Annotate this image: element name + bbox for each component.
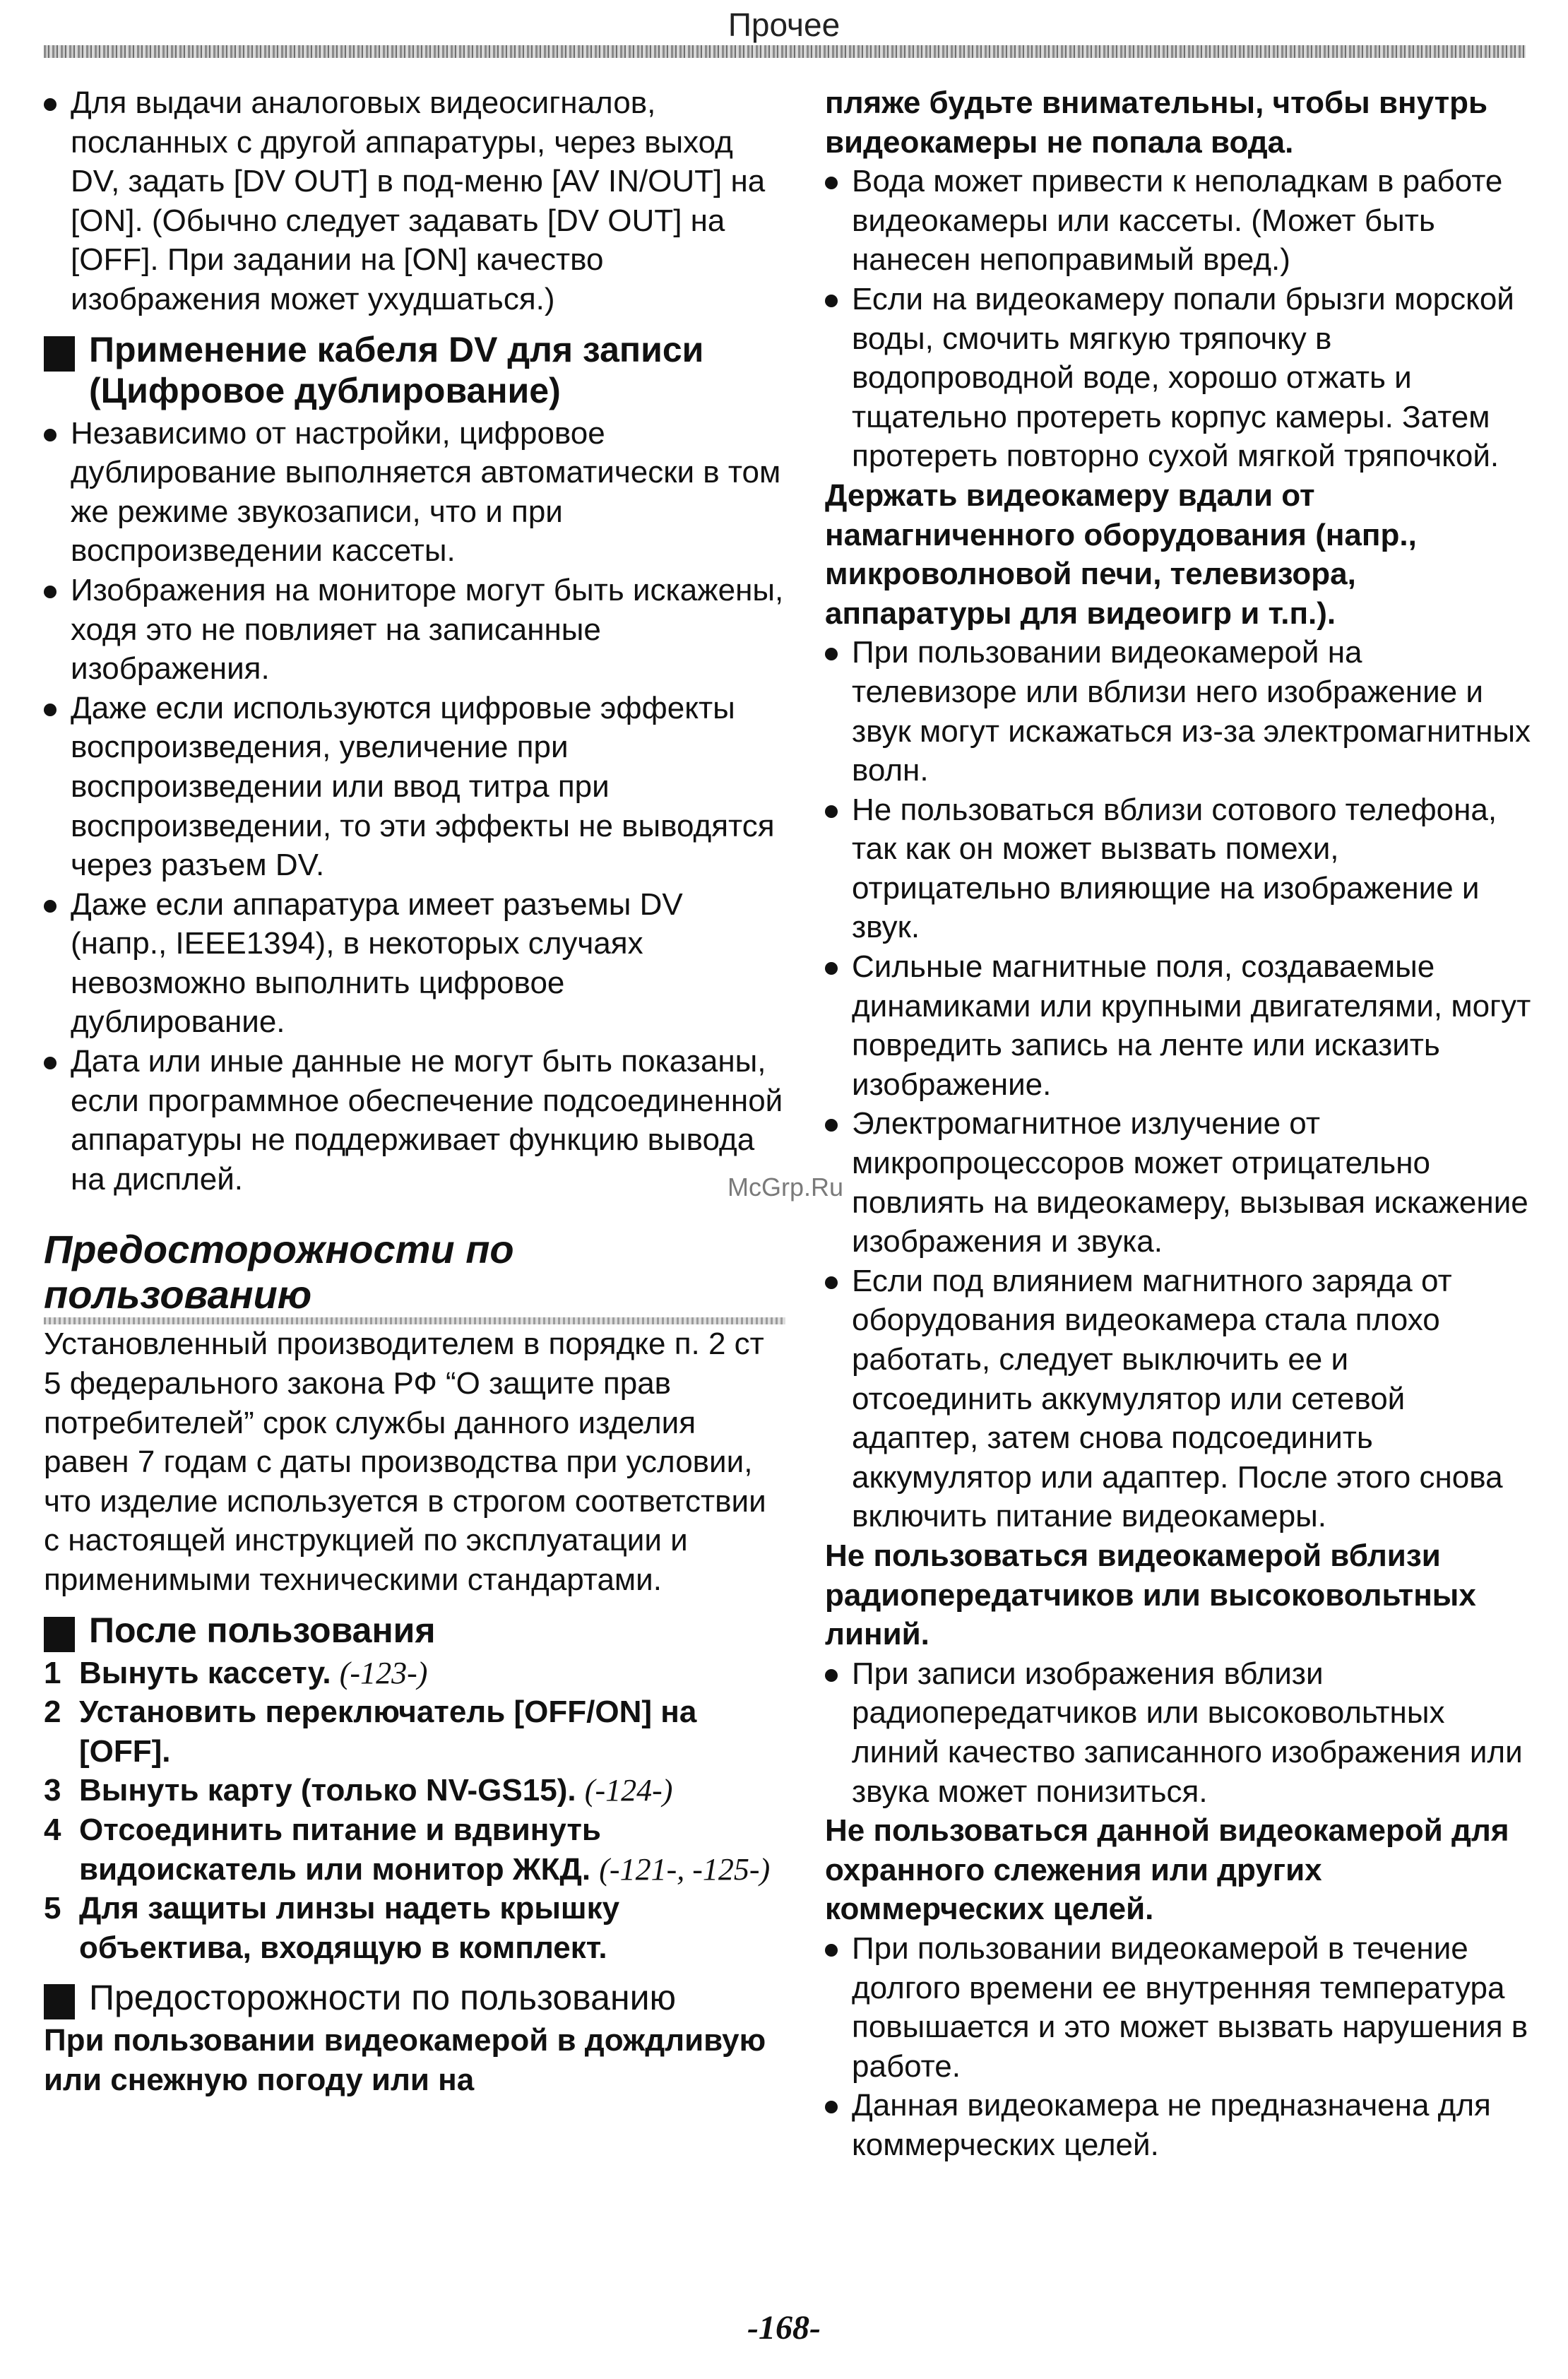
bullet-dot-icon (44, 704, 57, 716)
page-reference: (-124-) (584, 1773, 673, 1808)
bullet-item: Если на видеокамеру попали брызги морской воды, смочить мягкую тряпочку в водопроводной воде, хорошо отжать и тщательно протереть корпус камеры. Затем протереть повторно сухой мягкой тряпочкой. (825, 280, 1531, 476)
magnetic-warning-heading: Держать видеокамеру вдали от намагниченного оборудования (напр., микроволновой печи, телевизора, аппаратуры для видеоигр и т.п.). (825, 477, 1417, 631)
after-use-heading: После пользования (44, 1610, 785, 1651)
bullet-item: Изображения на мониторе могут быть искажены, ходя это не повлияет на записанные изображения. (44, 571, 785, 689)
bullet-item: Не пользоваться вблизи сотового телефона, так как он может вызвать помехи, отрицательно влияющие на изображение и звук. (825, 790, 1531, 947)
square-marker-icon (44, 1617, 75, 1652)
bullet-item: Даже если используются цифровые эффекты воспроизведения, увеличение при воспроизведении или ввод титра при воспроизведении, то эти эффекты не выводятся через разъем DV. (44, 689, 785, 885)
square-marker-icon (44, 336, 75, 372)
rain-warning-heading: При пользовании видеокамерой в дождливую или снежную погоду или на (44, 2023, 766, 2097)
bullet-dot-icon (825, 1669, 838, 1682)
bullet-dot-icon (44, 900, 57, 913)
bullet-dot-icon (825, 962, 838, 975)
bullet-dot-icon (825, 1119, 838, 1132)
usage-precautions-heading: Предосторожности по пользованию (44, 1977, 785, 2018)
bullet-item: Электромагнитное излучение от микропроцессоров может отрицательно повлиять на видеокамеру, вызывая искажение изображения и звука. (825, 1104, 1531, 1261)
bullet-dot-icon (825, 1944, 838, 1957)
rain-warning-continuation: пляже будьте внимательны, чтобы внутрь видеокамеры не попала вода. (825, 85, 1488, 160)
bullet-item: При пользовании видеокамерой на телевизоре или вблизи него изображение и звук могут искажаться из-за электромагнитных волн. (825, 633, 1531, 790)
square-marker-icon (44, 1984, 75, 2019)
step-item: 5 Для защиты линзы надеть крышку объектива, входящую в комплект. (44, 1891, 620, 1965)
watermark: McGrp.Ru (727, 1173, 844, 1202)
bullet-dot-icon (825, 177, 838, 189)
bullet-item (44, 83, 785, 319)
bullet-dot-icon (44, 98, 57, 111)
bullet-item: Сильные магнитные поля, создаваемые динамиками или крупными двигателями, могут повредить запись на ленте или исказить изображение. (825, 947, 1531, 1104)
precautions-section-title: Предосторожности по пользованию (44, 1227, 514, 1317)
page-number: -168- (747, 2309, 821, 2347)
bullet-dot-icon (825, 1276, 838, 1289)
step-item: 4 Отсоединить питание и вдвинуть видоискатель или монитор ЖКД. (-121-, -125-) (44, 1812, 771, 1887)
bullet-item: Даже если аппаратура имеет разъемы DV (напр., IEEE1394), в некоторых случаях невозможно выполнить цифровое дублирование. (44, 885, 785, 1042)
bullet-text: Для выдачи аналоговых видеосигналов, посланных с другой аппаратуры, через выход DV, задать [DV OUT] в под-меню [AV IN/OUT] на [ON]. (Обычно следует задавать [DV OUT] на [OFF]. При задании на [ON] качество изображения может ухудшаться.) (71, 85, 766, 316)
section-rule (44, 1317, 785, 1324)
bullet-item: Если под влиянием магнитного заряда от оборудования видеокамера стала плохо работать, следует выключить ее и отсоединить аккумулятор или сетевой адаптер, затем снова подсоединить аккумулятор или адаптер. После этого снова включить питание видеокамеры. (825, 1262, 1531, 1536)
step-item: 1 Вынуть кассету. (-123-) (44, 1655, 428, 1690)
bullet-item: Независимо от настройки, цифровое дублирование выполняется автоматически в том же режиме звукозаписи, что и при воспроизведении кассеты. (44, 414, 785, 571)
bullet-dot-icon (44, 429, 57, 441)
bullet-item: Вода может привести к неполадкам в работе видеокамеры или кассеты. (Может быть нанесен непоправимый вред.) (825, 162, 1531, 280)
bullet-dot-icon (825, 805, 838, 818)
bullet-item: Дата или иные данные не могут быть показаны, если программное обеспечение подсоединенной аппаратуры не поддерживает функцию вывода на дисплей. (44, 1042, 785, 1199)
bullet-dot-icon (44, 1057, 57, 1069)
bullet-item: При записи изображения вблизи радиопередатчиков или высоковольтных линий качество записанного изображения или звука может понизиться. (825, 1654, 1531, 1811)
header-rule (44, 45, 1526, 58)
bullet-dot-icon (825, 648, 838, 660)
step-item: 3 Вынуть карту (только NV-GS15). (-124-) (44, 1773, 673, 1808)
bullet-dot-icon (44, 586, 57, 598)
dv-section-heading: Применение кабеля DV для записи (Цифровое дублирование) (44, 329, 785, 411)
service-life-paragraph: Установленный производителем в порядке п. 2 ст 5 федерального закона РФ “О защите прав потребителей” срок службы данного изделия равен 7 годам с даты производства при условии, что изделие используется в строгом соответствии с настоящей инструкцией по эксплуатации и применимыми техническими стандартами. (44, 1327, 766, 1597)
left-column (44, 83, 785, 2100)
right-column (825, 83, 1531, 2164)
bullet-dot-icon (825, 2101, 838, 2113)
bullet-dot-icon (825, 295, 838, 307)
step-item: 2 Установить переключатель [OFF/ON] на [OFF]. (44, 1695, 697, 1769)
bullet-item: При пользовании видеокамерой в течение долгого времени ее внутренняя температура повышается и это может вызвать нарушения в работе. (825, 1929, 1531, 2086)
security-warning-heading: Не пользоваться данной видеокамерой для охранного слежения или других коммерческих целей. (825, 1813, 1509, 1927)
radio-warning-heading: Не пользоваться видеокамерой вблизи радиопередатчиков или высоковольтных линий. (825, 1538, 1476, 1652)
bullet-item: Данная видеокамера не предназначена для коммерческих целей. (825, 2086, 1531, 2164)
page-reference: (-123-) (339, 1655, 428, 1690)
page-header-title: Прочее (727, 6, 841, 43)
page-reference: (-121-, -125-) (599, 1851, 771, 1887)
